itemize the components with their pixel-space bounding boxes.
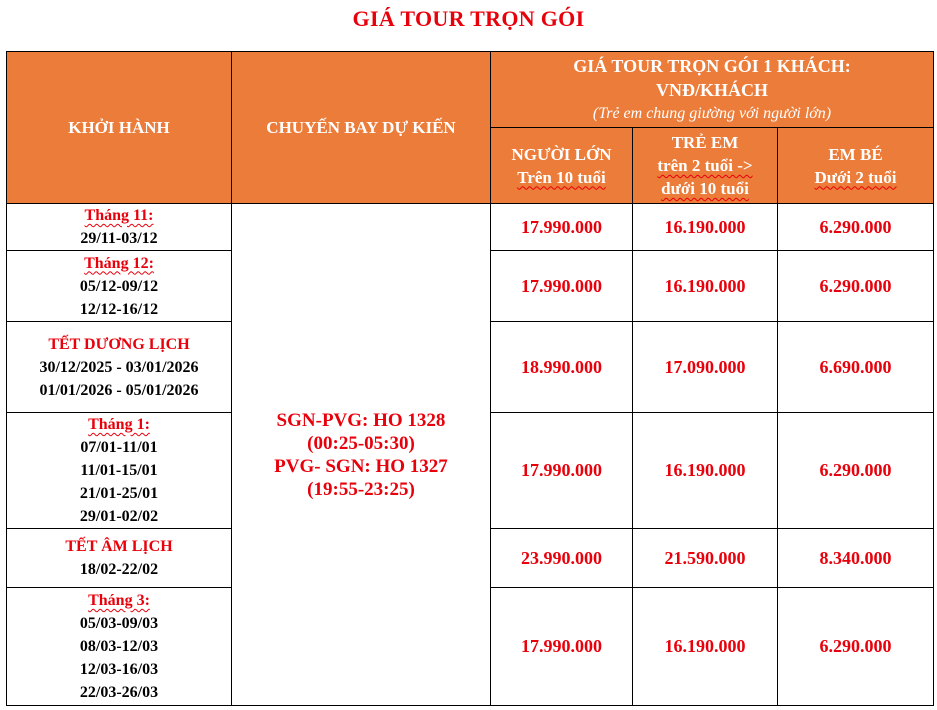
price-baby: 8.340.000 (778, 529, 934, 588)
price-baby: 6.290.000 (778, 588, 934, 706)
price-baby: 6.290.000 (778, 413, 934, 529)
price-child: 16.190.000 (633, 251, 778, 322)
date-range: 05/12-09/12 (79, 277, 159, 295)
period-label: Tháng 12: (84, 254, 154, 272)
price-baby: 6.290.000 (778, 204, 934, 251)
departure-cell (7, 413, 232, 529)
departure-cell (7, 251, 232, 322)
price-child: 17.090.000 (633, 322, 778, 413)
flight-info-cell (232, 204, 491, 706)
price-adult: 17.990.000 (491, 588, 633, 706)
header-price-group-note: (Trẻ em chung giường với người lớn) (592, 104, 832, 122)
flight-return-time: (19:55-23:25) (307, 478, 415, 500)
header-adult: NGƯỜI LỚN Trên 10 tuổi (491, 128, 633, 204)
header-flight: CHUYẾN BAY DỰ KIẾN (232, 52, 491, 204)
price-child: 16.190.000 (633, 204, 778, 251)
date-range: 11/01-15/01 (80, 462, 158, 479)
period-label: Tháng 3: (88, 592, 150, 609)
date-range: 30/12/2025 - 03/01/2026 (39, 358, 199, 376)
date-range: 29/11-03/12 (80, 230, 158, 247)
header-departure: KHỞI HÀNH (7, 52, 232, 204)
departure-cell (7, 588, 232, 706)
price-adult: 17.990.000 (491, 413, 633, 529)
price-child: 21.590.000 (633, 529, 778, 588)
header-child: TRẺ EM trên 2 tuổi -> dưới 10 tuổi (633, 128, 778, 204)
price-adult: 17.990.000 (491, 204, 633, 251)
flight-outbound: SGN-PVG: HO 1328 (276, 409, 446, 431)
period-label: Tháng 1: (88, 416, 150, 433)
page-title: GIÁ TOUR TRỌN GÓI (352, 6, 585, 31)
departure-cell (7, 204, 232, 251)
date-range: 18/02-22/02 (79, 561, 159, 578)
header-baby: EM BÉ Dưới 2 tuổi (778, 128, 934, 204)
date-range: 01/01/2026 - 05/01/2026 (39, 381, 199, 399)
price-adult: 23.990.000 (491, 529, 633, 588)
date-range: 07/01-11/01 (80, 439, 158, 456)
price-baby: 6.290.000 (778, 251, 934, 322)
period-label: TẾT DƯƠNG LỊCH (48, 335, 190, 353)
flight-return: PVG- SGN: HO 1327 (274, 455, 448, 477)
price-table (6, 51, 934, 706)
table-row (7, 204, 934, 251)
period-label: TẾT ÂM LỊCH (65, 538, 173, 555)
date-range: 21/01-25/01 (79, 485, 159, 502)
date-range: 12/12-16/12 (79, 300, 159, 318)
departure-cell (7, 322, 232, 413)
header-price-group-line1: GIÁ TOUR TRỌN GÓI 1 KHÁCH: (573, 55, 851, 76)
departure-cell (7, 529, 232, 588)
date-range: 29/01-02/02 (79, 508, 159, 525)
header-price-group (491, 52, 934, 128)
price-adult: 17.990.000 (491, 251, 633, 322)
date-range: 12/03-16/03 (79, 661, 159, 678)
flight-outbound-time: (00:25-05:30) (307, 432, 415, 454)
date-range: 05/03-09/03 (79, 615, 159, 632)
header-price-group-line2: VNĐ/KHÁCH (656, 79, 768, 100)
price-adult: 18.990.000 (491, 322, 633, 413)
price-baby: 6.690.000 (778, 322, 934, 413)
price-child: 16.190.000 (633, 588, 778, 706)
period-label: Tháng 11: (84, 207, 154, 224)
date-range: 22/03-26/03 (79, 684, 159, 701)
price-child: 16.190.000 (633, 413, 778, 529)
date-range: 08/03-12/03 (79, 638, 159, 655)
